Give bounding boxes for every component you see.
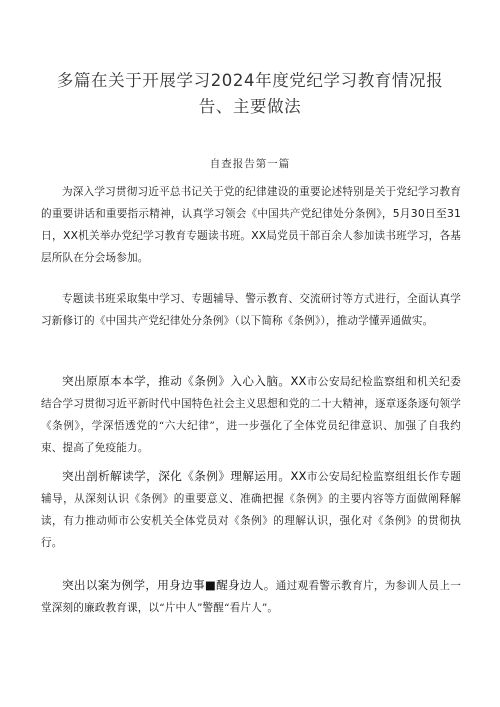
paragraph-1-text-a: 为深入学习贯彻习近平总书记关于党的纪律建设的重要论述特别是关于党纪学习教育的重要讲话和重要指示精神，认真学习领会《中国共产党纪律处分条例》， — [41, 186, 461, 220]
paragraph-1 — [41, 181, 461, 269]
paragraph-4 — [41, 465, 461, 554]
paragraph-5 — [41, 574, 461, 619]
paragraph-5-lead: 突出以案为例学，用身边事■醒身边人。 — [62, 578, 276, 592]
paragraph-2 — [41, 288, 461, 332]
paragraph-5-body: 通过观看警示教育片，为参训人员上一堂深刻的廉政教育课，以“片中人”警醒“看片人”。 — [41, 580, 461, 614]
paragraph-3-body: 市公安局纪检监察组和机关纪委结合学习贯彻习近平新时代中国特色社会主义思想和党的二十大精神，逐章逐条逐句领学《条例》，学深悟透党的“六大纪律”，进一步强化了全体党员纪律意识、加强了自我约束、提高了免疫能力。 — [41, 376, 461, 454]
paragraph-1-text-b: 机关举办党纪学习教育专题读书班。 — [78, 230, 252, 242]
paragraph-1-date: 5月30日至31日，XX — [41, 207, 461, 242]
paragraph-2-body: 专题读书班采取集中学习、专题辅导、警示教育、交流研讨等方式进行，全面认真学习新修订的《中国共产党纪律处分条例》（以下简称《条例》），推动学懂弄通做实。 — [41, 293, 461, 327]
paragraph-1-org: XX — [251, 229, 267, 242]
paragraph-4-body: 市公安局纪检监察组组长作专题辅导，从深刻认识《条例》的重要意义、准确把握《条例》的主要内容等方面做阐释解读，有力推动师市公安机关全体党员对《条例》的理解认识，强化对《条例》的贯彻执行。 — [41, 471, 461, 549]
section-heading: 自查报告第一篇 — [209, 158, 291, 170]
document-title: 多篇在关于开展学习2024年度党纪学习教育情况报告、主要做法 — [56, 71, 444, 116]
paragraph-3-lead: 突出原原本本学，推动《条例》入心入脑。XX — [62, 374, 307, 388]
paragraph-1-text-c: 局党员干部百余人参加读书班学习，各基层所队在分会场参加。 — [41, 230, 461, 264]
paragraph-4-lead: 突出剖析解读学，深化《条例》理解运用。XX — [62, 469, 307, 483]
paragraph-3 — [41, 370, 461, 459]
